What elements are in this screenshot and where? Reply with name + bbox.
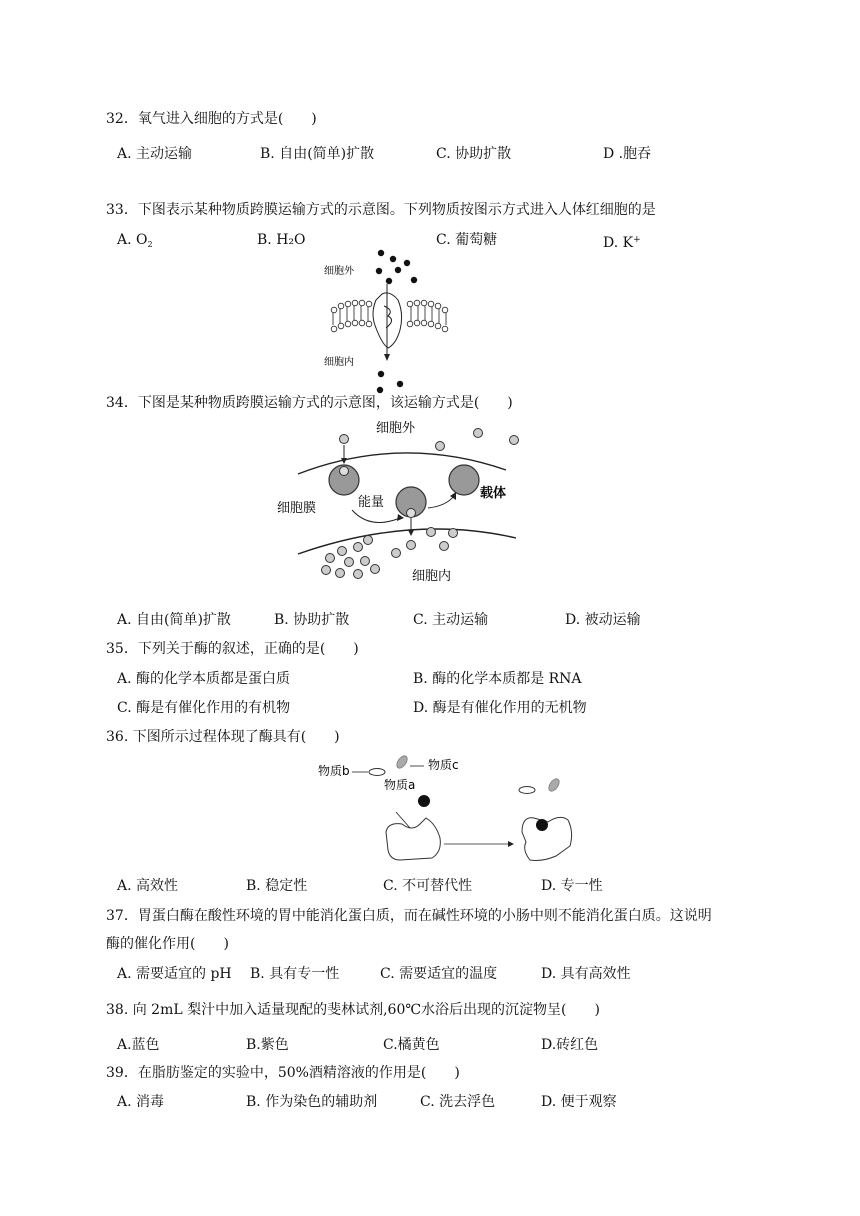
q35-option-d[interactable]: D. 酶是有催化作用的无机物 [413,700,587,716]
q33-fig-outside-label: 细胞外 [324,266,354,277]
q37-option-a[interactable]: A. 需要适宜的 pH [117,966,232,982]
q36-stem: 36. 下图所示过程体现了酶具有( ) [106,729,340,745]
q34-fig-energy-label: 能量 [358,495,385,510]
q37-option-c[interactable]: C. 需要适宜的温度 [380,966,498,982]
q34-fig-inside-label: 细胞内 [412,569,452,584]
q32-option-a[interactable]: A. 主动运输 [117,146,193,162]
q36-enzyme-figure [316,752,596,870]
q33-inside-particles [377,371,403,393]
q39-stem: 39．在脂肪鉴定的实验中，50%酒精溶液的作用是( ) [106,1065,460,1081]
q34-fig-membrane-label: 细胞膜 [277,501,317,516]
q32-option-b[interactable]: B. 自由(简单)扩散 [260,146,375,162]
q36-fig-substance-c-label: 物质c [428,758,459,772]
q34-carrier-proteins [329,465,479,517]
q34-stem: 34．下图是某种物质跨膜运输方式的示意图，该运输方式是( ) [106,395,513,411]
q36-fig-substance-b-label: 物质b [318,764,350,778]
q34-option-c[interactable]: C. 主动运输 [413,612,489,628]
q37-option-b[interactable]: B. 具有专一性 [250,966,340,982]
q34-active-transport-figure [272,414,532,594]
q34-option-a[interactable]: A. 自由(简单)扩散 [117,612,231,628]
q35-option-a[interactable]: A. 酶的化学本质都是蛋白质 [117,671,291,687]
q36-option-b[interactable]: B. 稳定性 [246,878,308,894]
q32-option-d[interactable]: D .胞吞 [603,146,652,162]
q34-membrane-inner [298,529,516,554]
q36-option-a[interactable]: A. 高效性 [117,878,179,894]
q34-option-d[interactable]: D. 被动运输 [565,612,641,628]
q37-stem-line1: 37．胃蛋白酶在酸性环境的胃中能消化蛋白质，而在碱性环境的小肠中则不能消化蛋白质。这说明 [106,908,712,924]
q35-stem: 35．下列关于酶的叙述，正确的是( ) [106,641,359,657]
q38-stem: 38. 向 2mL 梨汁中加入适量现配的斐林试剂,60℃水浴后出现的沉淀物呈( ) [106,1002,600,1018]
q35-option-b[interactable]: B. 酶的化学本质都是 RNA [413,671,582,687]
q37-option-d[interactable]: D. 具有高效性 [541,966,631,982]
q33-option-d[interactable]: D. K+ [603,235,641,251]
q33-option-c[interactable]: C. 葡萄糖 [436,232,498,248]
q36-option-d[interactable]: D. 专一性 [541,878,603,894]
q36-substance-b [369,769,385,776]
q38-option-c[interactable]: C.橘黄色 [383,1037,440,1053]
q34-fig-outside-label: 细胞外 [376,421,416,436]
q36-substance-a [418,795,430,807]
q32-stem: 32．氧气进入细胞的方式是( ) [106,111,317,127]
q33-option-b[interactable]: B. H₂O [257,232,306,248]
q37-stem-line2: 酶的催化作用( ) [106,936,229,952]
q34-fig-carrier-label: 载体 [480,486,507,501]
q33-membrane-figure [318,244,468,394]
q35-option-c[interactable]: C. 酶是有催化作用的有机物 [117,700,291,716]
q38-option-b[interactable]: B.紫色 [246,1037,289,1053]
q39-option-c[interactable]: C. 洗去浮色 [420,1094,496,1110]
q33-fig-inside-label: 细胞内 [324,357,354,368]
q38-option-a[interactable]: A.蓝色 [117,1037,160,1053]
q33-stem: 33．下图表示某种物质跨膜运输方式的示意图。下列物质按图示方式进入人体红细胞的是 [106,202,656,218]
q33-option-a[interactable]: A. $O_2$ [117,232,153,249]
q39-option-a[interactable]: A. 消毒 [117,1094,165,1110]
q34-outside-particles [340,429,519,451]
q34-option-b[interactable]: B. 协助扩散 [274,612,350,628]
q36-option-c[interactable]: C. 不可替代性 [383,878,473,894]
q39-option-d[interactable]: D. 便于观察 [541,1094,617,1110]
q36-substance-c [395,754,410,770]
q36-fig-substance-a-label: 物质a [384,778,416,792]
q32-option-c[interactable]: C. 协助扩散 [436,146,512,162]
q38-option-d[interactable]: D.砖红色 [541,1037,599,1053]
q39-option-b[interactable]: B. 作为染色的辅助剂 [246,1094,378,1110]
q36-enzyme-left [386,818,440,860]
q33-outside-particles [376,250,417,284]
